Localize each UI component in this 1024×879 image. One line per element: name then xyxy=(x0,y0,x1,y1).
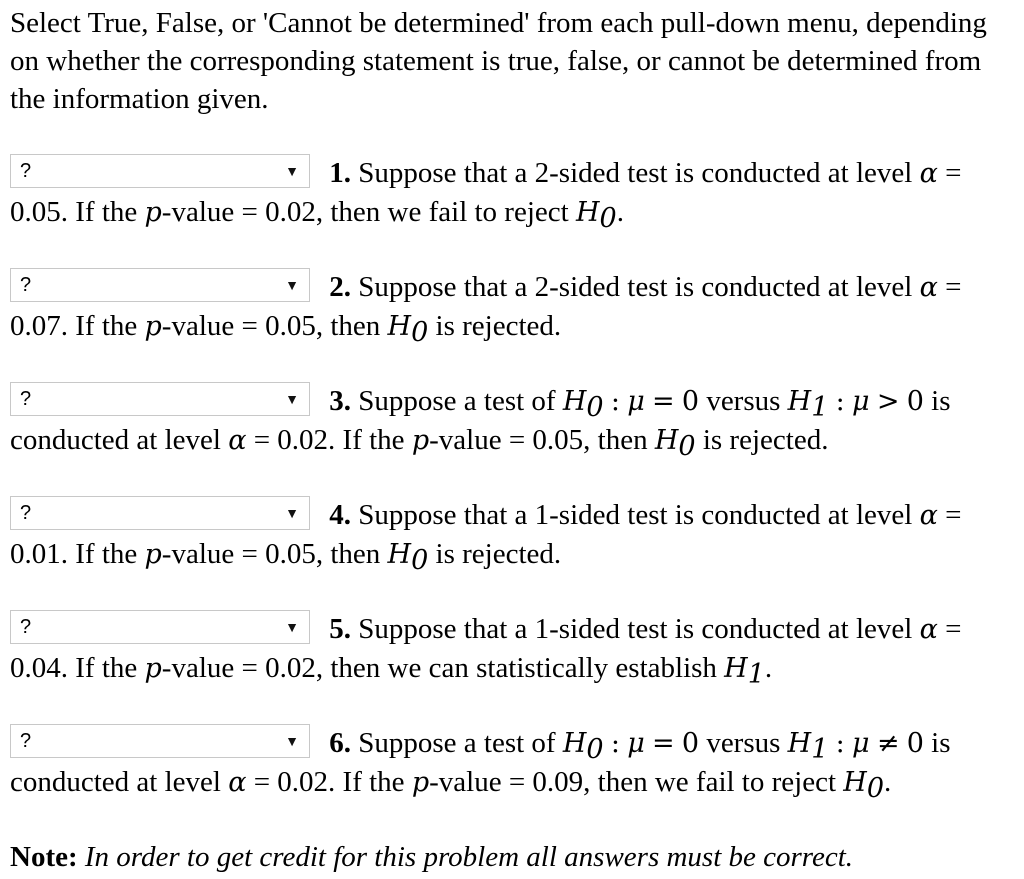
alpha-symbol: α xyxy=(919,272,938,303)
question-text: is rejected. xyxy=(435,310,562,342)
greater-than-symbol: > xyxy=(876,386,900,417)
chevron-down-icon: ▼ xyxy=(285,505,299,521)
note xyxy=(10,838,1014,876)
question-2 xyxy=(10,268,1014,346)
dropdown-value: ? xyxy=(20,616,32,638)
question-text: = 0.02. If the xyxy=(253,766,405,798)
mu-symbol: μ xyxy=(852,386,870,417)
p-symbol: p xyxy=(144,653,162,684)
note-text: In order to get credit for this problem all answers must be correct. xyxy=(84,841,854,873)
h0-symbol: $H_0$ xyxy=(654,425,696,462)
h0-symbol: $H_0$ xyxy=(575,197,617,234)
colon-symbol: : xyxy=(835,386,845,417)
question-text: = 0.02. If the xyxy=(253,424,405,456)
h0-symbol: $H_0$ xyxy=(387,311,429,348)
question-6 xyxy=(10,724,1014,802)
chevron-down-icon: ▼ xyxy=(285,163,299,179)
mu-symbol: μ xyxy=(852,728,870,759)
question-text: versus xyxy=(706,727,781,759)
chevron-down-icon: ▼ xyxy=(285,619,299,635)
answer-dropdown-3[interactable] xyxy=(10,382,310,416)
dropdown-value: ? xyxy=(20,502,32,524)
question-number: 1. xyxy=(329,157,351,189)
question-text: is rejected. xyxy=(702,424,829,456)
p-symbol: p xyxy=(144,197,162,228)
answer-dropdown-6[interactable] xyxy=(10,724,310,758)
p-symbol: p xyxy=(411,425,430,456)
question-text: Suppose that a 1-sided test is conducted at level xyxy=(358,613,913,645)
question-text: = 0.07. If the xyxy=(10,271,962,342)
dropdown-value: ? xyxy=(20,388,32,410)
question-4 xyxy=(10,496,1014,574)
h0-symbol: $H_0$ xyxy=(562,728,604,765)
alpha-symbol: α xyxy=(228,425,247,456)
question-text: -value = 0.02, then we can statistically establish xyxy=(161,652,717,684)
question-text: Suppose a test of xyxy=(358,385,556,417)
zero-value: 0 xyxy=(906,386,924,417)
question-text: . xyxy=(764,652,773,684)
instructions-text: Select True, False, or 'Cannot be determined' from each pull-down menu, depending on whether the corresponding statement is true, false, or cannot be determined from the information given. xyxy=(10,7,987,115)
question-number: 4. xyxy=(329,499,351,531)
mu-symbol: μ xyxy=(627,728,645,759)
chevron-down-icon: ▼ xyxy=(285,391,299,407)
h1-symbol: $H_1$ xyxy=(724,653,765,690)
colon-symbol: : xyxy=(610,728,620,759)
question-text: -value = 0.02, then we fail to reject xyxy=(161,196,569,228)
chevron-down-icon: ▼ xyxy=(285,733,299,749)
question-number: 6. xyxy=(329,727,351,759)
question-text: Suppose that a 1-sided test is conducted at level xyxy=(358,499,913,531)
question-text: is conducted at level xyxy=(10,385,951,456)
chevron-down-icon: ▼ xyxy=(285,277,299,293)
dropdown-value: ? xyxy=(20,274,32,296)
question-text: -value = 0.05, then xyxy=(161,310,381,342)
answer-dropdown-4[interactable] xyxy=(10,496,310,530)
question-text: -value = 0.09, then we fail to reject xyxy=(429,766,837,798)
colon-symbol: : xyxy=(610,386,620,417)
dropdown-value: ? xyxy=(20,730,32,752)
p-symbol: p xyxy=(144,539,162,570)
h0-symbol: $H_0$ xyxy=(562,386,604,423)
alpha-symbol: α xyxy=(919,158,938,189)
question-text: versus xyxy=(706,385,781,417)
dropdown-value: ? xyxy=(20,160,32,182)
answer-dropdown-1[interactable] xyxy=(10,154,310,188)
h0-symbol: $H_0$ xyxy=(843,767,884,804)
question-text: -value = 0.05, then xyxy=(161,538,381,570)
zero-value: 0 xyxy=(681,728,700,759)
h1-symbol: $H_1$ xyxy=(787,386,829,423)
question-text: is conducted at level xyxy=(10,727,951,798)
mu-symbol: μ xyxy=(627,386,645,417)
question-1 xyxy=(10,154,1014,232)
question-number: 2. xyxy=(329,271,351,303)
question-text: . xyxy=(884,766,892,798)
question-text: is rejected. xyxy=(435,538,562,570)
note-label: Note: xyxy=(10,841,78,873)
question-3 xyxy=(10,382,1014,460)
zero-value: 0 xyxy=(681,386,700,417)
question-text: = 0.04. If the xyxy=(10,613,962,684)
not-equal-symbol: ≠ xyxy=(876,728,900,759)
answer-dropdown-2[interactable] xyxy=(10,268,310,302)
equals-symbol: = xyxy=(652,728,675,759)
question-text: Suppose a test of xyxy=(358,727,556,759)
zero-value: 0 xyxy=(906,728,924,759)
question-text: -value = 0.05, then xyxy=(429,424,648,456)
question-text: = 0.05. If the xyxy=(10,157,962,228)
question-text: Suppose that a 2-sided test is conducted at level xyxy=(358,271,913,303)
h1-symbol: $H_1$ xyxy=(787,728,829,765)
equals-symbol: = xyxy=(652,386,675,417)
alpha-symbol: α xyxy=(919,500,938,531)
question-text: Suppose that a 2-sided test is conducted at level xyxy=(358,157,913,189)
alpha-symbol: α xyxy=(919,614,938,645)
question-number: 5. xyxy=(329,613,351,645)
answer-dropdown-5[interactable] xyxy=(10,610,310,644)
p-symbol: p xyxy=(411,767,430,798)
p-symbol: p xyxy=(144,311,162,342)
question-number: 3. xyxy=(329,385,351,417)
question-5 xyxy=(10,610,1014,688)
colon-symbol: : xyxy=(835,728,845,759)
question-text: = 0.01. If the xyxy=(10,499,962,570)
alpha-symbol: α xyxy=(228,767,247,798)
h0-symbol: $H_0$ xyxy=(387,539,429,576)
question-text: . xyxy=(616,196,624,228)
